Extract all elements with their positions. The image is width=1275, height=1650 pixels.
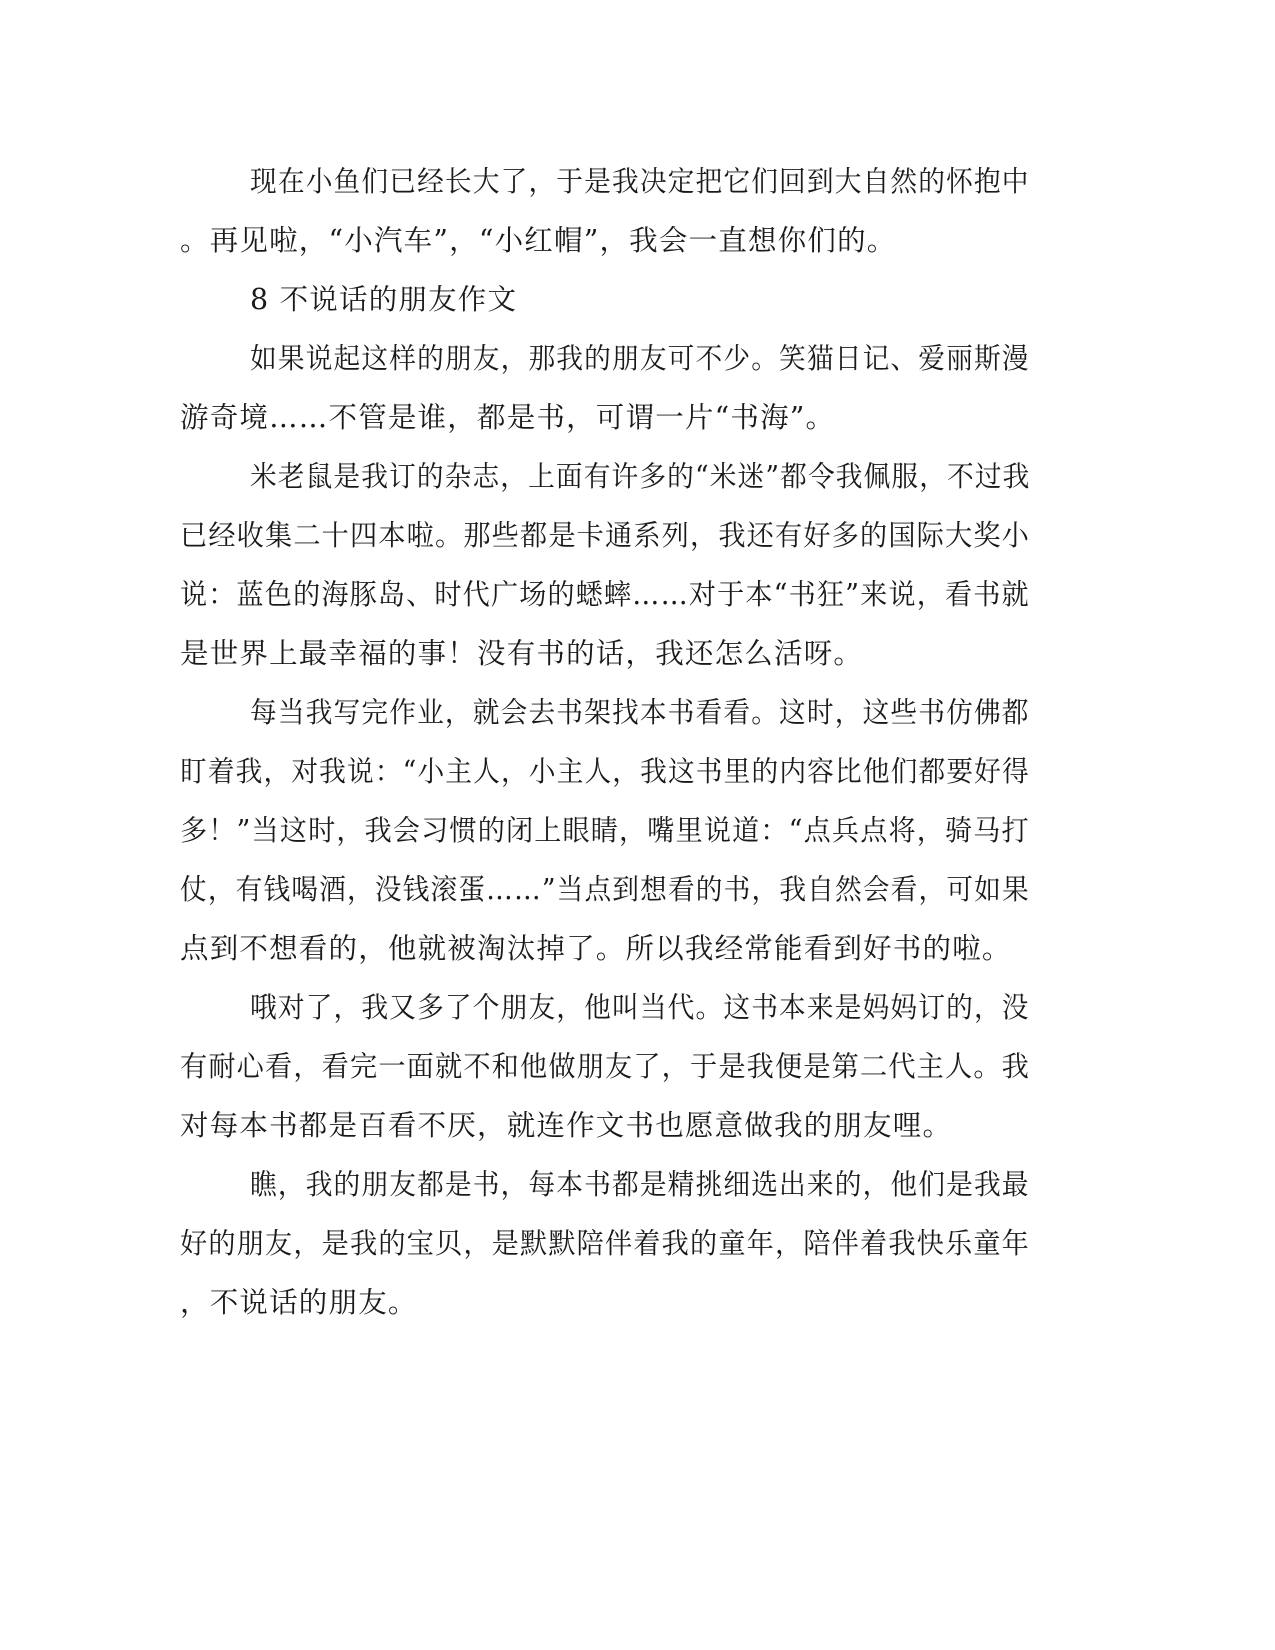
text-line: 多！”当这时，我会习惯的闭上眼睛，嘴里说道：“点兵点将，骑马打 <box>180 814 1030 847</box>
text-line: ，不说话的朋友。 <box>180 1286 418 1319</box>
text-line: 盯着我，对我说：“小主人，小主人，我这书里的内容比他们都要好得 <box>180 755 1030 788</box>
text-line: 好的朋友，是我的宝贝，是默默陪伴着我的童年，陪伴着我快乐童年 <box>180 1227 1031 1260</box>
text-line: 如果说起这样的朋友，那我的朋友可不少。笑猫日记、爱丽斯漫 <box>250 342 1030 375</box>
text-line: 哦对了，我又多了个朋友，他叫当代。这书本来是妈妈订的，没 <box>250 991 1030 1024</box>
text-line: 说：蓝色的海豚岛、时代广场的蟋蟀……对于本“书狂”来说，看书就 <box>180 578 1030 611</box>
text-line: 是世界上最幸福的事！没有书的话，我还怎么活呀。 <box>180 637 864 670</box>
text-line: 米老鼠是我订的杂志，上面有许多的“米迷”都令我佩服，不过我 <box>250 460 1031 493</box>
text-line: 点到不想看的，他就被淘汰掉了。所以我经常能看到好书的啦。 <box>180 932 1012 965</box>
text-line: 对每本书都是百看不厌，就连作文书也愿意做我的朋友哩。 <box>180 1109 953 1142</box>
text-line: 每当我写完作业，就会去书架找本书看看。这时，这些书仿佛都 <box>250 696 1030 729</box>
text-line: 。再见啦，“小汽车”，“小红帽”，我会一直想你们的。 <box>180 224 897 257</box>
text-line: 已经收集二十四本啦。那些都是卡通系列，我还有好多的国际大奖小 <box>180 519 1031 552</box>
text-line: 游奇境……不管是谁，都是书，可谓一片“书海”。 <box>180 401 836 434</box>
text-line: 现在小鱼们已经长大了，于是我决定把它们回到大自然的怀抱中 <box>250 165 1030 198</box>
text-line: 仗，有钱喝酒，没钱滚蛋……”当点到想看的书，我自然会看，可如果 <box>180 873 1030 906</box>
article-title: 8 不说话的朋友作文 <box>250 283 518 316</box>
text-line: 有耐心看，看完一面就不和他做朋友了，于是我便是第二代主人。我 <box>180 1050 1031 1083</box>
text-line: 瞧，我的朋友都是书，每本书都是精挑细选出来的，他们是我最 <box>250 1168 1030 1201</box>
